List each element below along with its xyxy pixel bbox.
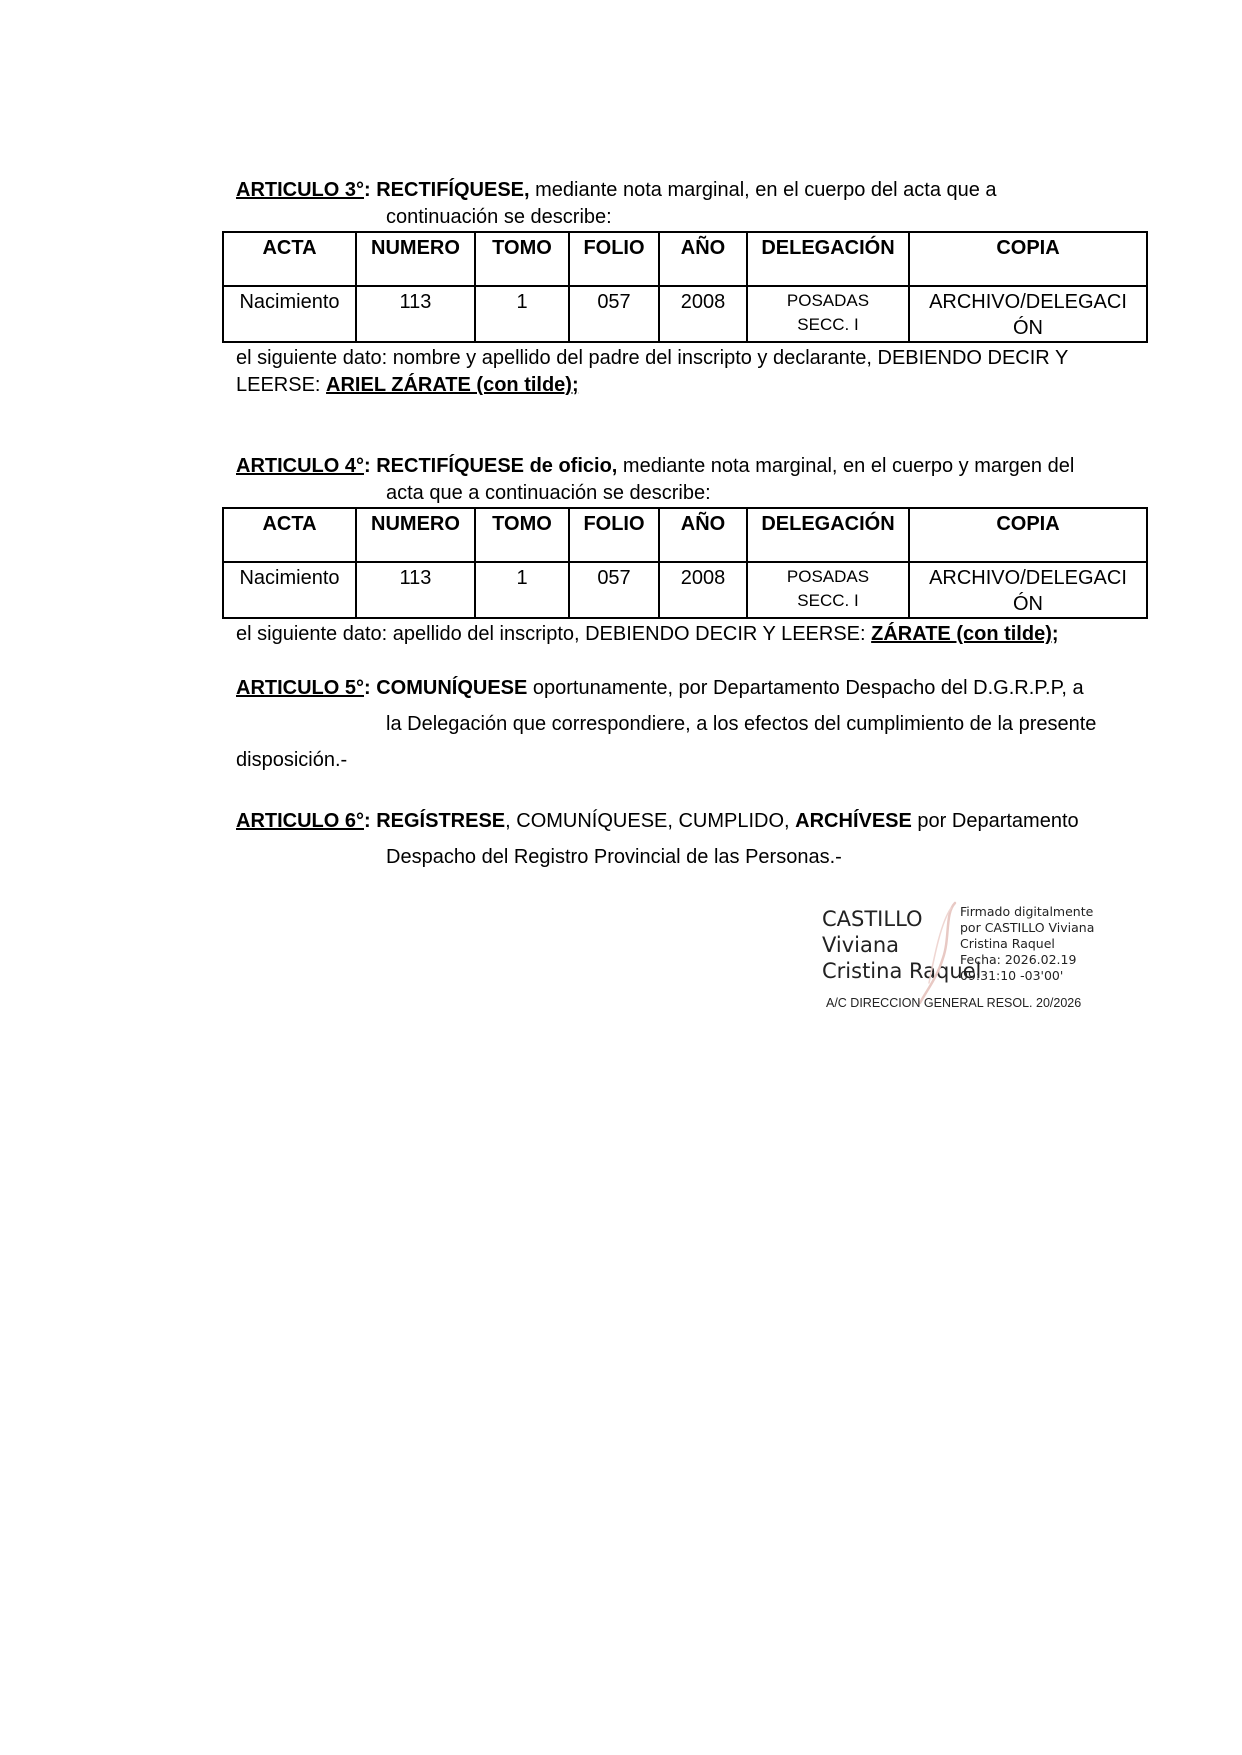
- cell-copia: ARCHIVO/DELEGACI ÓN: [909, 286, 1147, 342]
- header-copia: COPIA: [909, 232, 1147, 286]
- header-tomo: TOMO: [475, 232, 569, 286]
- header-delegacion: DELEGACIÓN: [747, 508, 909, 562]
- cell-anio: 2008: [659, 286, 747, 342]
- cell-folio: 057: [569, 562, 659, 618]
- article-3-label: ARTICULO 3°: [236, 179, 364, 201]
- article-5-line3: disposición.-: [236, 749, 348, 771]
- cell-folio: 057: [569, 286, 659, 342]
- header-folio: FOLIO: [569, 508, 659, 562]
- article-5-verb: COMUNÍQUESE: [376, 677, 528, 699]
- article-3-text: mediante nota marginal, en el cuerpo del acta que a: [529, 179, 997, 201]
- article-3-line2: continuación se describe:: [386, 206, 612, 228]
- article-6-line2: Despacho del Registro Provincial de las Personas.-: [386, 846, 842, 868]
- article-5-line2: la Delegación que correspondiere, a los efectos del cumplimiento de la presente: [386, 713, 1097, 735]
- cell-acta: Nacimiento: [223, 562, 356, 618]
- article-6-text: por Departamento: [911, 810, 1079, 832]
- article-3-after-line1: el siguiente dato: nombre y apellido del padre del inscripto y declarante, DEBIENDO DECIR Y: [236, 347, 1069, 369]
- acta-table-1: [222, 231, 1148, 343]
- article-5-text: oportunamente, por Departamento Despacho del D.G.R.P.P, a: [527, 677, 1084, 699]
- header-numero: NUMERO: [356, 232, 475, 286]
- header-numero: NUMERO: [356, 508, 475, 562]
- signature-resolution: A/C DIRECCION GENERAL RESOL. 20/2026: [826, 996, 1082, 1010]
- article-3-heading: ARTICULO 3°: RECTIFÍQUESE, mediante nota marginal, en el cuerpo del acta que a: [236, 179, 997, 201]
- signature-stroke-icon: [905, 898, 965, 1008]
- header-folio: FOLIO: [569, 232, 659, 286]
- signature-digital-info: Firmado digitalmente por CASTILLO Viviana Cristina Raquel Fecha: 2026.02.19 09:31:10 -03'00': [960, 904, 1095, 983]
- cell-anio: 2008: [659, 562, 747, 618]
- article-3-correction: ARIEL ZÁRATE (con tilde);: [326, 374, 579, 396]
- article-4-label: ARTICULO 4°: [236, 455, 364, 477]
- article-4-verb: RECTIFÍQUESE de oficio,: [376, 455, 618, 477]
- table-header-row: [223, 232, 1147, 286]
- article-6-label: ARTICULO 6°: [236, 810, 364, 832]
- header-acta: ACTA: [223, 508, 356, 562]
- article-3-after-line2: LEERSE: ARIEL ZÁRATE (con tilde);: [236, 374, 579, 396]
- article-6-verb-register: REGÍSTRESE: [376, 810, 506, 832]
- article-4-correction: ZÁRATE (con tilde);: [871, 623, 1059, 645]
- header-copia: COPIA: [909, 508, 1147, 562]
- table-header-row: [223, 508, 1147, 562]
- header-acta: ACTA: [223, 232, 356, 286]
- cell-copia: ARCHIVO/DELEGACI ÓN: [909, 562, 1147, 618]
- signature-name: CASTILLO Viviana Cristina Raquel: [822, 907, 982, 983]
- article-4-line2: acta que a continuación se describe:: [386, 482, 711, 504]
- article-3-verb: RECTIFÍQUESE,: [376, 179, 530, 201]
- table-row: [223, 286, 1147, 342]
- cell-numero: 113: [356, 286, 475, 342]
- article-4-text: mediante nota marginal, en el cuerpo y margen del: [617, 455, 1075, 477]
- article-5-heading: ARTICULO 5°: COMUNÍQUESE oportunamente, por Departamento Despacho del D.G.R.P.P, a: [236, 677, 1084, 699]
- article-6-heading: ARTICULO 6°: REGÍSTRESE, COMUNÍQUESE, CUMPLIDO, ARCHÍVESE por Departamento: [236, 810, 1079, 832]
- cell-delegacion: POSADAS SECC. I: [747, 286, 909, 342]
- cell-acta: Nacimiento: [223, 286, 356, 342]
- table-row: [223, 562, 1147, 618]
- header-anio: AÑO: [659, 508, 747, 562]
- article-4-after: el siguiente dato: apellido del inscripto, DEBIENDO DECIR Y LEERSE: ZÁRATE (con tilde);: [236, 623, 1059, 645]
- article-4-heading: ARTICULO 4°: RECTIFÍQUESE de oficio, mediante nota marginal, en el cuerpo y margen del: [236, 455, 1075, 477]
- header-tomo: TOMO: [475, 508, 569, 562]
- cell-delegacion: POSADAS SECC. I: [747, 562, 909, 618]
- cell-tomo: 1: [475, 562, 569, 618]
- header-anio: AÑO: [659, 232, 747, 286]
- article-5-label: ARTICULO 5°: [236, 677, 364, 699]
- acta-table-2: [222, 507, 1148, 619]
- article-6-verb-archive: ARCHÍVESE: [795, 810, 912, 832]
- cell-tomo: 1: [475, 286, 569, 342]
- cell-numero: 113: [356, 562, 475, 618]
- header-delegacion: DELEGACIÓN: [747, 232, 909, 286]
